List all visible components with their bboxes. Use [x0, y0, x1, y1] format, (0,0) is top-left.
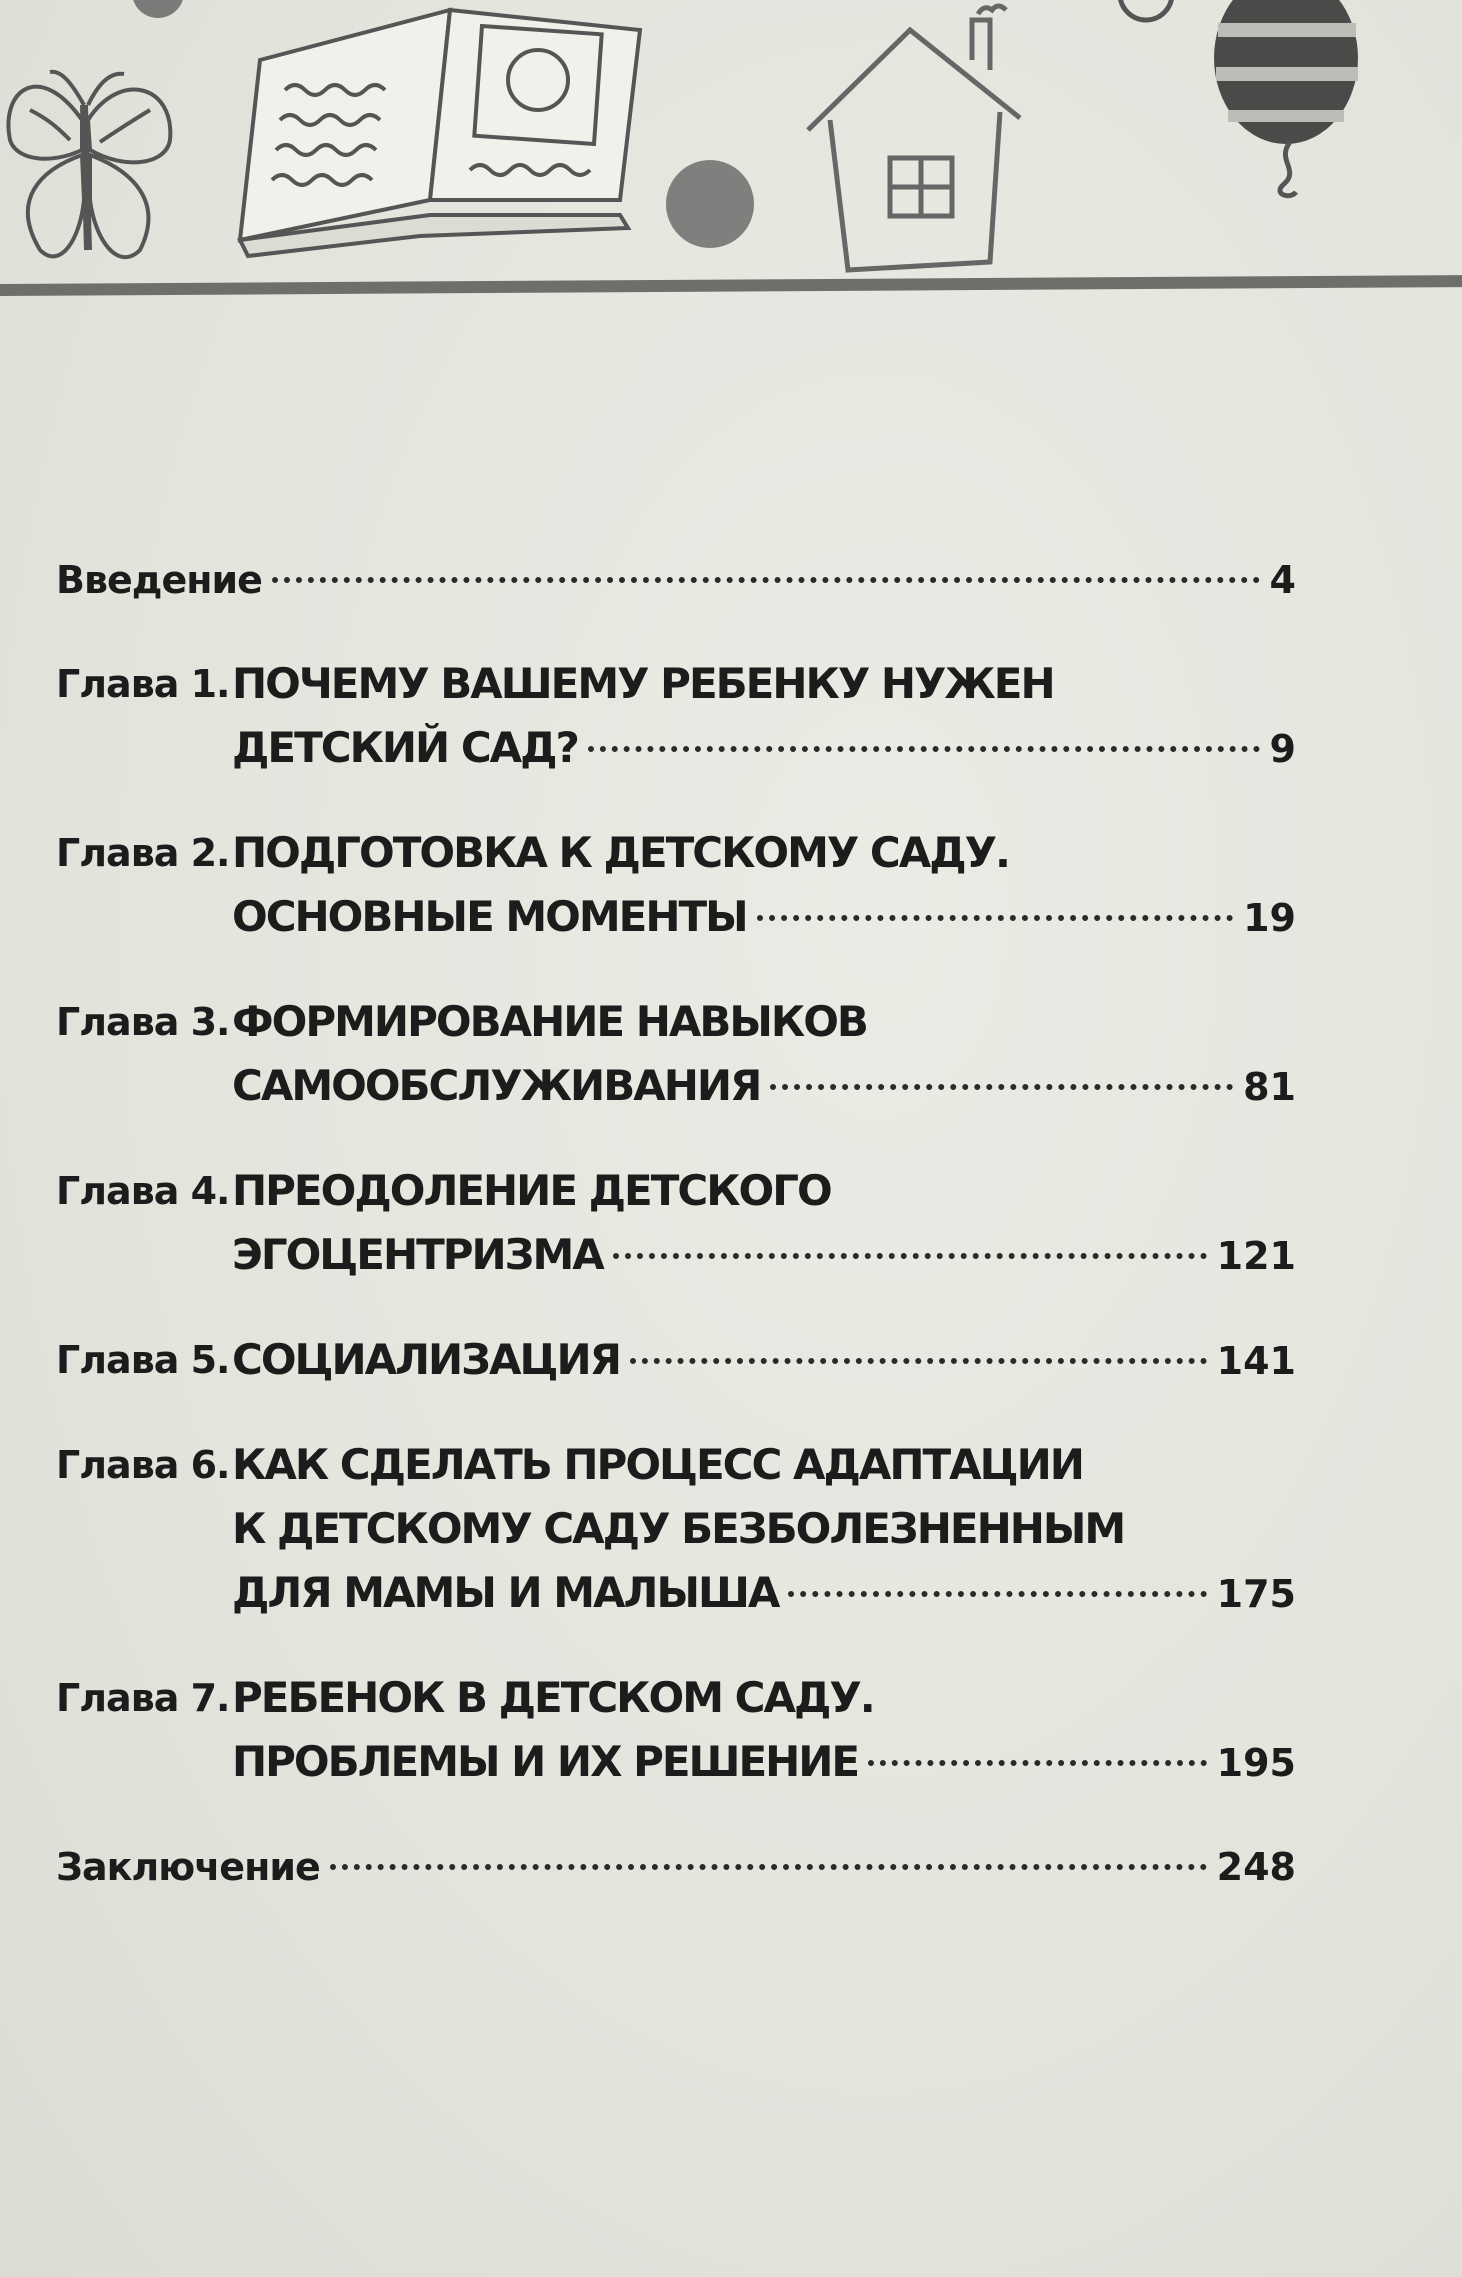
toc-entry-chapter-7 — [56, 1666, 1296, 1795]
dot-leader — [630, 1358, 1207, 1364]
toc-chapter-title-line: ДЕТСКИЙ САД? — [232, 723, 578, 772]
toc-chapter-label: Глава 2. — [56, 831, 230, 875]
toc-chapter-label: Глава 6. — [56, 1443, 230, 1487]
toc-entry-chapter-4 — [56, 1159, 1296, 1288]
dot-leader — [613, 1253, 1207, 1259]
toc-page-number: 121 — [1216, 1234, 1296, 1278]
dot-leader — [757, 915, 1233, 921]
toc-chapter-label: Глава 1. — [56, 662, 230, 706]
toc-page-number: 248 — [1216, 1845, 1296, 1889]
open-book-icon — [240, 10, 640, 256]
table-of-contents — [56, 548, 1296, 1939]
bee-icon — [1214, 0, 1358, 196]
toc-chapter-title-line: СОЦИАЛИЗАЦИЯ — [232, 1335, 620, 1384]
toc-entry-chapter-2 — [56, 821, 1296, 950]
toc-entry-chapter-3 — [56, 990, 1296, 1119]
toc-entry-conclusion — [56, 1835, 1296, 1899]
toc-page-number: 4 — [1269, 558, 1296, 602]
toc-chapter-label: Глава 5. — [56, 1338, 230, 1382]
dot-leader — [770, 1084, 1233, 1090]
toc-entry-label: Введение — [56, 558, 262, 602]
toc-page-number: 195 — [1216, 1741, 1296, 1785]
dot-leader — [588, 746, 1260, 752]
toc-chapter-title-line: ПРЕОДОЛЕНИЕ ДЕТСКОГО — [232, 1166, 831, 1215]
toc-entry-chapter-1 — [56, 652, 1296, 781]
toc-chapter-title-line: РЕБЕНОК В ДЕТСКОМ САДУ. — [232, 1673, 874, 1722]
toc-chapter-title-line: ЭГОЦЕНТРИЗМА — [232, 1230, 603, 1279]
dot-icon — [1120, 0, 1172, 20]
dot-icon — [666, 160, 754, 248]
dot-leader — [272, 577, 1260, 583]
toc-chapter-label: Глава 3. — [56, 1000, 230, 1044]
toc-chapter-title-line: ПОДГОТОВКА К ДЕТСКОМУ САДУ. — [232, 828, 1009, 877]
toc-chapter-title-line: ПОЧЕМУ ВАШЕМУ РЕБЕНКУ НУЖЕН — [232, 659, 1054, 708]
toc-page-number: 19 — [1243, 896, 1296, 940]
toc-page-number: 81 — [1243, 1065, 1296, 1109]
toc-entry-intro — [56, 548, 1296, 612]
toc-chapter-title-line: ДЛЯ МАМЫ И МАЛЫША — [232, 1568, 779, 1617]
toc-entry-chapter-6 — [56, 1433, 1296, 1626]
toc-chapter-title-line: ОСНОВНЫЕ МОМЕНТЫ — [232, 892, 747, 941]
butterfly-icon — [8, 72, 170, 257]
toc-page-number: 9 — [1269, 727, 1296, 771]
dot-leader — [330, 1864, 1207, 1870]
toc-chapter-title-line: ФОРМИРОВАНИЕ НАВЫКОВ — [232, 997, 867, 1046]
toc-entry-chapter-5 — [56, 1328, 1296, 1393]
toc-chapter-label: Глава 7. — [56, 1676, 230, 1720]
dot-leader — [868, 1760, 1207, 1766]
toc-page-number: 175 — [1216, 1572, 1296, 1616]
dot-leader — [788, 1591, 1206, 1597]
house-icon — [808, 6, 1020, 270]
toc-page-number: 141 — [1216, 1339, 1296, 1383]
toc-chapter-title-line: КАК СДЕЛАТЬ ПРОЦЕСС АДАПТАЦИИ — [232, 1440, 1083, 1489]
dot-icon — [132, 0, 184, 18]
header-illustrations — [0, 0, 1462, 300]
toc-chapter-label: Глава 4. — [56, 1169, 230, 1213]
toc-chapter-title-line: К ДЕТСКОМУ САДУ БЕЗБОЛЕЗНЕННЫМ — [232, 1504, 1125, 1553]
toc-chapter-title-line: САМООБСЛУЖИВАНИЯ — [232, 1061, 761, 1110]
toc-entry-label: Заключение — [56, 1845, 320, 1889]
toc-chapter-title-line: ПРОБЛЕМЫ И ИХ РЕШЕНИЕ — [232, 1737, 859, 1786]
